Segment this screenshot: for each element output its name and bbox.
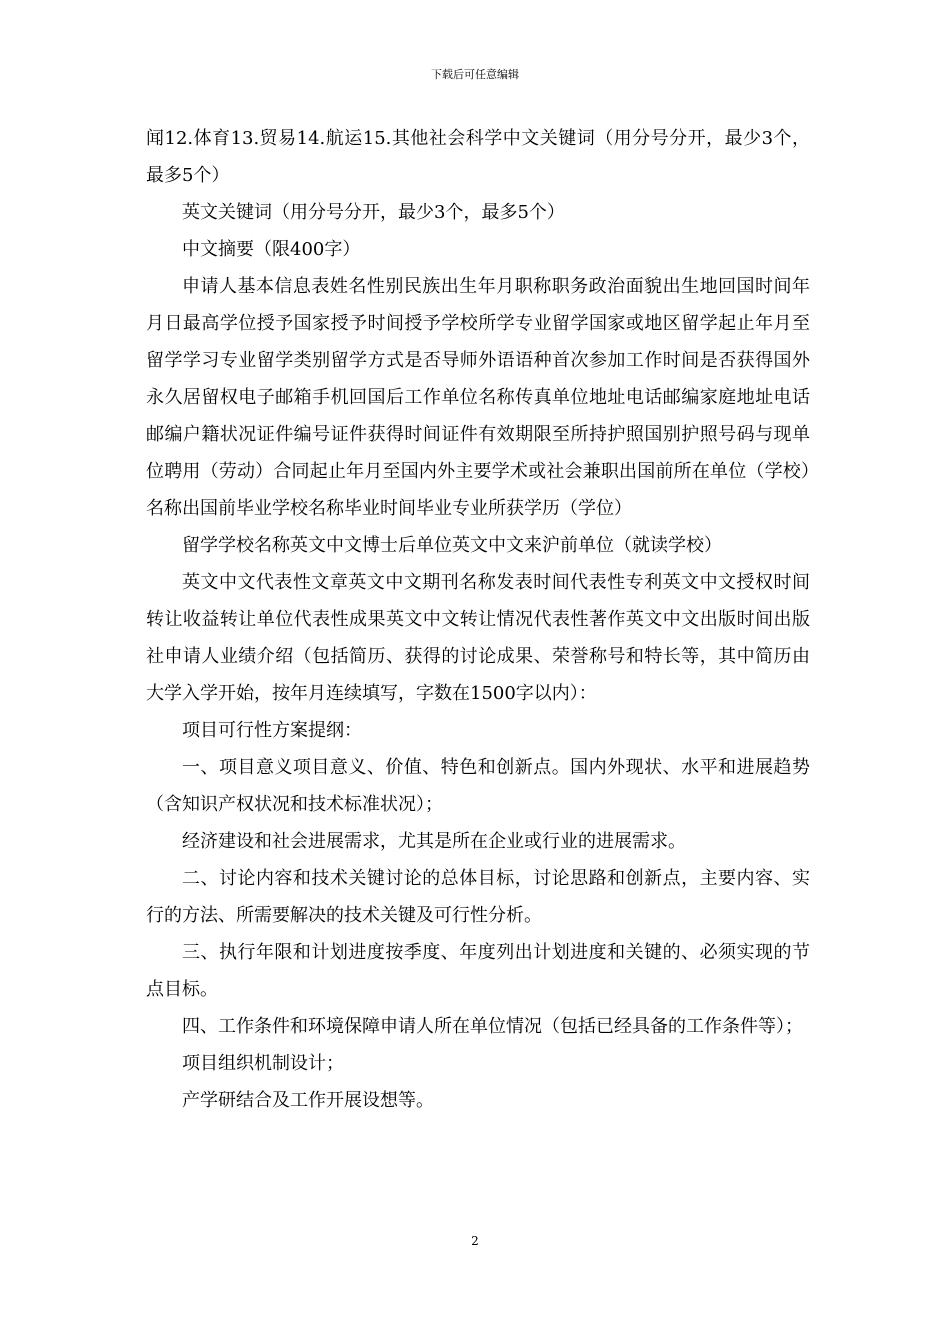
paragraph-section-one: 一、项目意义项目意义、价值、特色和创新点。国内外现状、水平和进展趋势（含知识产权状况和技术标准状况）； (146, 757, 810, 815)
paragraph-section-two: 二、讨论内容和技术关键讨论的总体目标，讨论思路和创新点，主要内容、实行的方法、所需要解决的技术关键及可行性分析。 (146, 868, 810, 926)
paragraph-section-three: 三、执行年限和计划进度按季度、年度列出计划进度和关键的、必须实现的节点目标。 (146, 942, 810, 1000)
page-header: 下载后可任意编辑 (431, 68, 519, 81)
paragraph-economic-needs: 经济建设和社会进展需求，尤其是所在企业或行业的进展需求。 (182, 831, 686, 852)
paragraph-keywords-cn: 闻12.体育13.贸易14.航运15.其他社会科学中文关键词（用分号分开，最少3个，最多5个） (146, 128, 810, 186)
paragraph-study-abroad: 留学学校名称英文中文博士后单位英文中文来沪前单位（就读学校） (182, 535, 722, 556)
paragraph-industry-research: 产学研结合及工作开展设想等。 (182, 1090, 434, 1111)
page-number: 2 (471, 1234, 479, 1248)
paragraph-feasibility-outline: 项目可行性方案提纲： (182, 720, 362, 741)
paragraph-applicant-info: 申请人基本信息表姓名性别民族出生年月职称职务政治面貌出生地回国时间年月日最高学位授予国家授予时间授予学校所学专业留学国家或地区留学起止年月至留学学习专业留学类别留学方式是否导师外语语种首次参加工作时间是否获得国外永久居留权电子邮箱手机回国后工作单位名称传真单位地址电话邮编家庭地址电话邮编户籍状况证件编号证件获得时间证件有效期限至所持护照国别护照号码与现单位聘用（劳动）合同起止年月至国内外主要学术或社会兼职出国前所在单位（学校）名称出国前毕业学校名称毕业时间毕业专业所获学历（学位） (146, 276, 810, 519)
paragraph-achievements: 英文中文代表性文章英文中文期刊名称发表时间代表性专利英文中文授权时间转让收益转让单位代表性成果英文中文转让情况代表性著作英文中文出版时间出版社申请人业绩介绍（包括简历、获得的讨论成果、荣誉称号和特长等，其中简历由大学入学开始，按年月连续填写，字数在1500字以内）： (146, 572, 810, 704)
paragraph-section-four: 四、工作条件和环境保障申请人所在单位情况（包括已经具备的工作条件等）； (182, 1016, 803, 1037)
paragraph-keywords-en: 英文关键词（用分号分开，最少3个，最多5个） (182, 202, 565, 223)
document-body (146, 120, 810, 1119)
paragraph-abstract-cn: 中文摘要（限400字） (182, 239, 361, 260)
paragraph-organization: 项目组织机制设计； (182, 1053, 344, 1074)
